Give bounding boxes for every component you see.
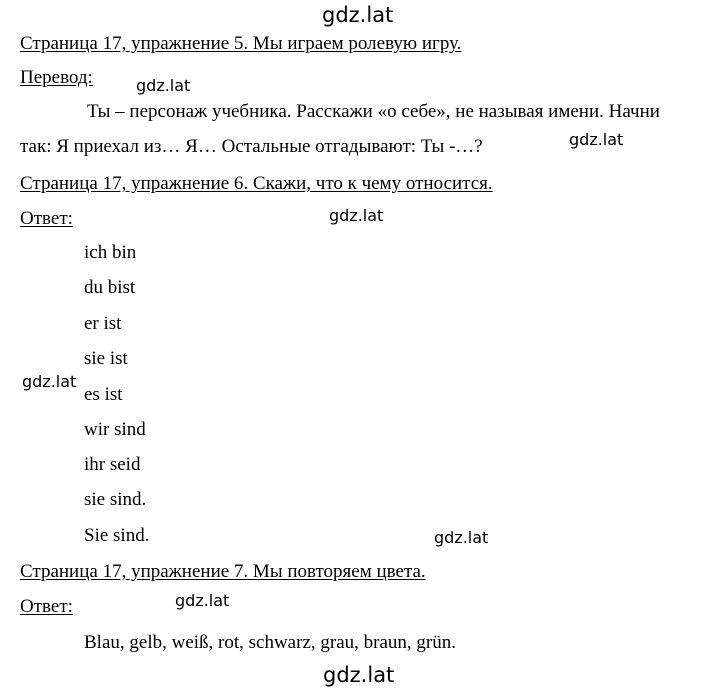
ex6-item: du bist	[84, 277, 136, 298]
watermark-bottom: gdz.lat	[323, 663, 395, 687]
ex5-heading: Страница 17, упражнение 5. Мы играем ролевую игру.	[20, 33, 462, 54]
ex6-heading: Страница 17, упражнение 6. Скажи, что к чему относится.	[20, 173, 493, 194]
ex5-text-line1: Ты – персонаж учебника. Расскажи «о себе», не называя имени. Начни	[87, 101, 660, 122]
watermark: gdz.lat	[175, 591, 230, 610]
watermark: gdz.lat	[136, 76, 191, 95]
ex6-item: es ist	[84, 384, 123, 405]
watermark: gdz.lat	[569, 130, 624, 149]
ex5-text-line2: так: Я приехал из… Я… Остальные отгадывают: Ты -…?	[20, 136, 483, 157]
ex6-item: er ist	[84, 313, 122, 334]
watermark: gdz.lat	[434, 528, 489, 547]
ex6-label: Ответ:	[20, 208, 73, 229]
watermark-top: gdz.lat	[322, 3, 394, 27]
ex6-item: wir sind	[84, 419, 146, 440]
ex7-heading: Страница 17, упражнение 7. Мы повторяем цвета.	[20, 561, 426, 582]
ex6-item: sie sind.	[84, 489, 147, 510]
watermark: gdz.lat	[329, 206, 384, 225]
ex6-item: ihr seid	[84, 454, 141, 475]
ex6-item: Sie sind.	[84, 525, 150, 546]
ex6-item: sie ist	[84, 348, 128, 369]
ex5-label: Перевод:	[20, 67, 93, 88]
ex7-label: Ответ:	[20, 596, 73, 617]
ex6-item: ich bin	[84, 242, 137, 263]
watermark: gdz.lat	[22, 372, 77, 391]
ex7-answer: Blau, gelb, weiß, rot, schwarz, grau, braun, grün.	[84, 632, 456, 653]
